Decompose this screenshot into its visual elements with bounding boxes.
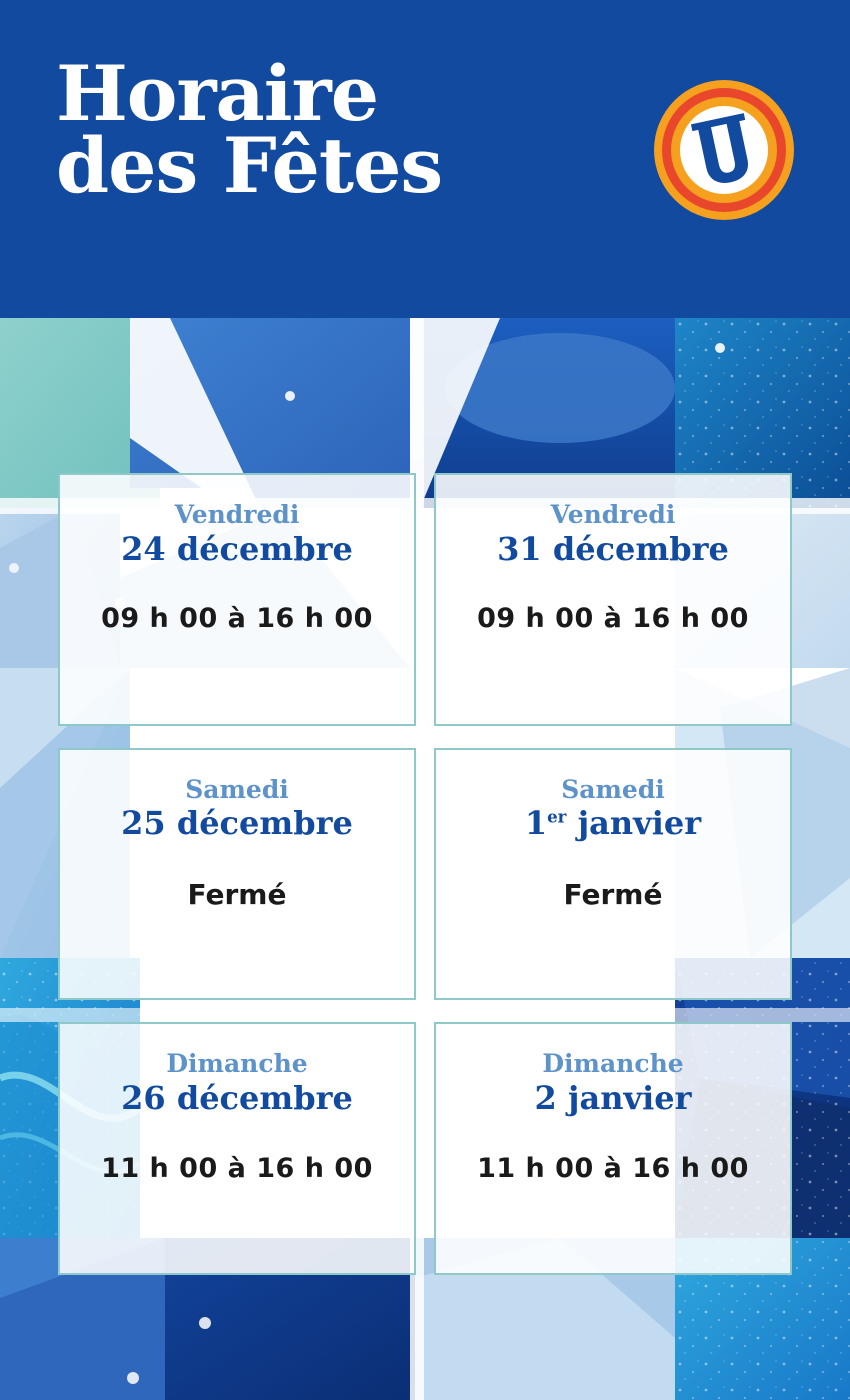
- schedule-card-date: 26 décembre: [121, 1078, 353, 1117]
- schedule-card-hours: 09 h 00 à 16 h 00: [477, 603, 749, 635]
- schedule-card-date: [525, 805, 701, 842]
- schedule-card-day: Vendredi: [550, 500, 676, 529]
- schedule-card: [434, 1022, 792, 1275]
- page-title: [56, 49, 443, 211]
- schedule-card-hours: 11 h 00 à 16 h 00: [101, 1152, 373, 1184]
- schedule-card-day: Samedi: [561, 774, 665, 804]
- poster-header: [0, 0, 850, 318]
- schedule-card-date: 2 janvier: [534, 1078, 692, 1117]
- schedule-card-hours: 09 h 00 à 16 h 00: [101, 603, 373, 635]
- schedule-card: [58, 1022, 416, 1275]
- schedule-card-date-suffix: janvier: [566, 804, 702, 843]
- schedule-card-day: Samedi: [185, 774, 289, 804]
- schedule-card-day: Dimanche: [542, 1049, 684, 1079]
- schedule-grid: [0, 318, 850, 1400]
- schedule-card-day: Dimanche: [166, 1049, 308, 1079]
- schedule-card-date: 31 décembre: [497, 529, 729, 568]
- schedule-card-hours: 11 h 00 à 16 h 00: [477, 1152, 749, 1184]
- schedule-card-date: 25 décembre: [121, 804, 353, 843]
- schedule-card-date-ordinal: er: [547, 806, 567, 827]
- schedule-card-hours: Fermé: [563, 877, 663, 911]
- u-monogram-logo: [652, 78, 796, 222]
- page-title-line-1: Horaire: [56, 49, 379, 138]
- schedule-card: [58, 748, 416, 1001]
- page-title-line-2: des Fêtes: [56, 121, 443, 211]
- schedule-card: [434, 473, 792, 726]
- schedule-card-date: 24 décembre: [121, 529, 353, 568]
- schedule-card-date-prefix: 1: [524, 804, 548, 843]
- schedule-card: [58, 473, 416, 726]
- schedule-card: [434, 748, 792, 1001]
- schedule-card-hours: Fermé: [187, 877, 287, 911]
- schedule-card-day: Vendredi: [174, 500, 300, 529]
